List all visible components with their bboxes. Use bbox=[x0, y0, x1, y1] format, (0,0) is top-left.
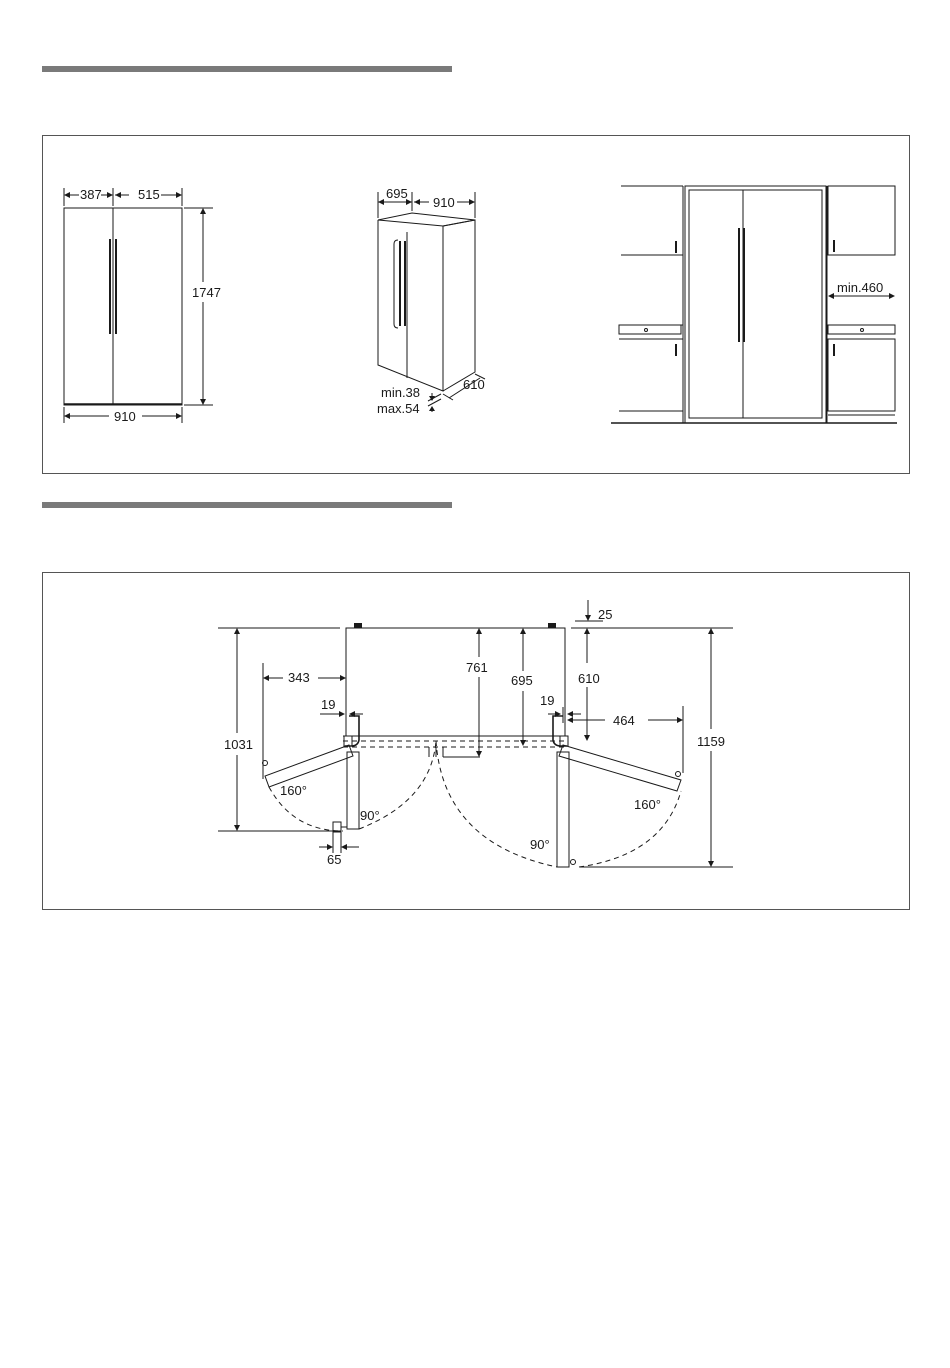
dim-min-38: min.38 bbox=[381, 385, 421, 400]
angle-90-right: 90° bbox=[530, 837, 550, 852]
dim-65: 65 bbox=[327, 852, 342, 867]
section-divider-bottom bbox=[42, 502, 452, 508]
door-clearance-panel bbox=[42, 572, 910, 910]
installation-view bbox=[611, 186, 897, 423]
dim-343: 343 bbox=[288, 670, 310, 685]
dim-min-460: min.460 bbox=[837, 280, 884, 295]
angle-160-right: 160° bbox=[634, 797, 661, 812]
dim-1747: 1747 bbox=[192, 285, 221, 300]
dim-910-perspective: 910 bbox=[433, 195, 455, 210]
perspective-view bbox=[377, 186, 485, 416]
appliance-dimensions-panel bbox=[42, 135, 910, 474]
angle-90-left: 90° bbox=[360, 808, 380, 823]
dim-695: 695 bbox=[511, 673, 533, 688]
front-view bbox=[64, 187, 221, 424]
dim-387: 387 bbox=[80, 187, 102, 202]
dim-695-perspective: 695 bbox=[386, 186, 408, 201]
dim-1159: 1159 bbox=[697, 734, 725, 749]
dim-910-front: 910 bbox=[114, 409, 136, 424]
dim-19-right: 19 bbox=[540, 693, 555, 708]
section-divider-top bbox=[42, 66, 452, 72]
dim-1031: 1031 bbox=[224, 737, 253, 752]
dim-19-left: 19 bbox=[321, 697, 336, 712]
door-clearance-plan bbox=[43, 573, 909, 909]
appliance-plan-view bbox=[218, 600, 733, 867]
dimensions-drawing bbox=[43, 136, 909, 473]
angle-160-left: 160° bbox=[280, 783, 307, 798]
dim-610-side: 610 bbox=[463, 377, 485, 392]
dim-464: 464 bbox=[613, 713, 635, 728]
dim-max-54: max.54 bbox=[377, 401, 420, 416]
dim-761: 761 bbox=[466, 660, 488, 675]
dim-610: 610 bbox=[578, 671, 600, 686]
dim-25: 25 bbox=[598, 607, 613, 622]
dim-515: 515 bbox=[138, 187, 160, 202]
